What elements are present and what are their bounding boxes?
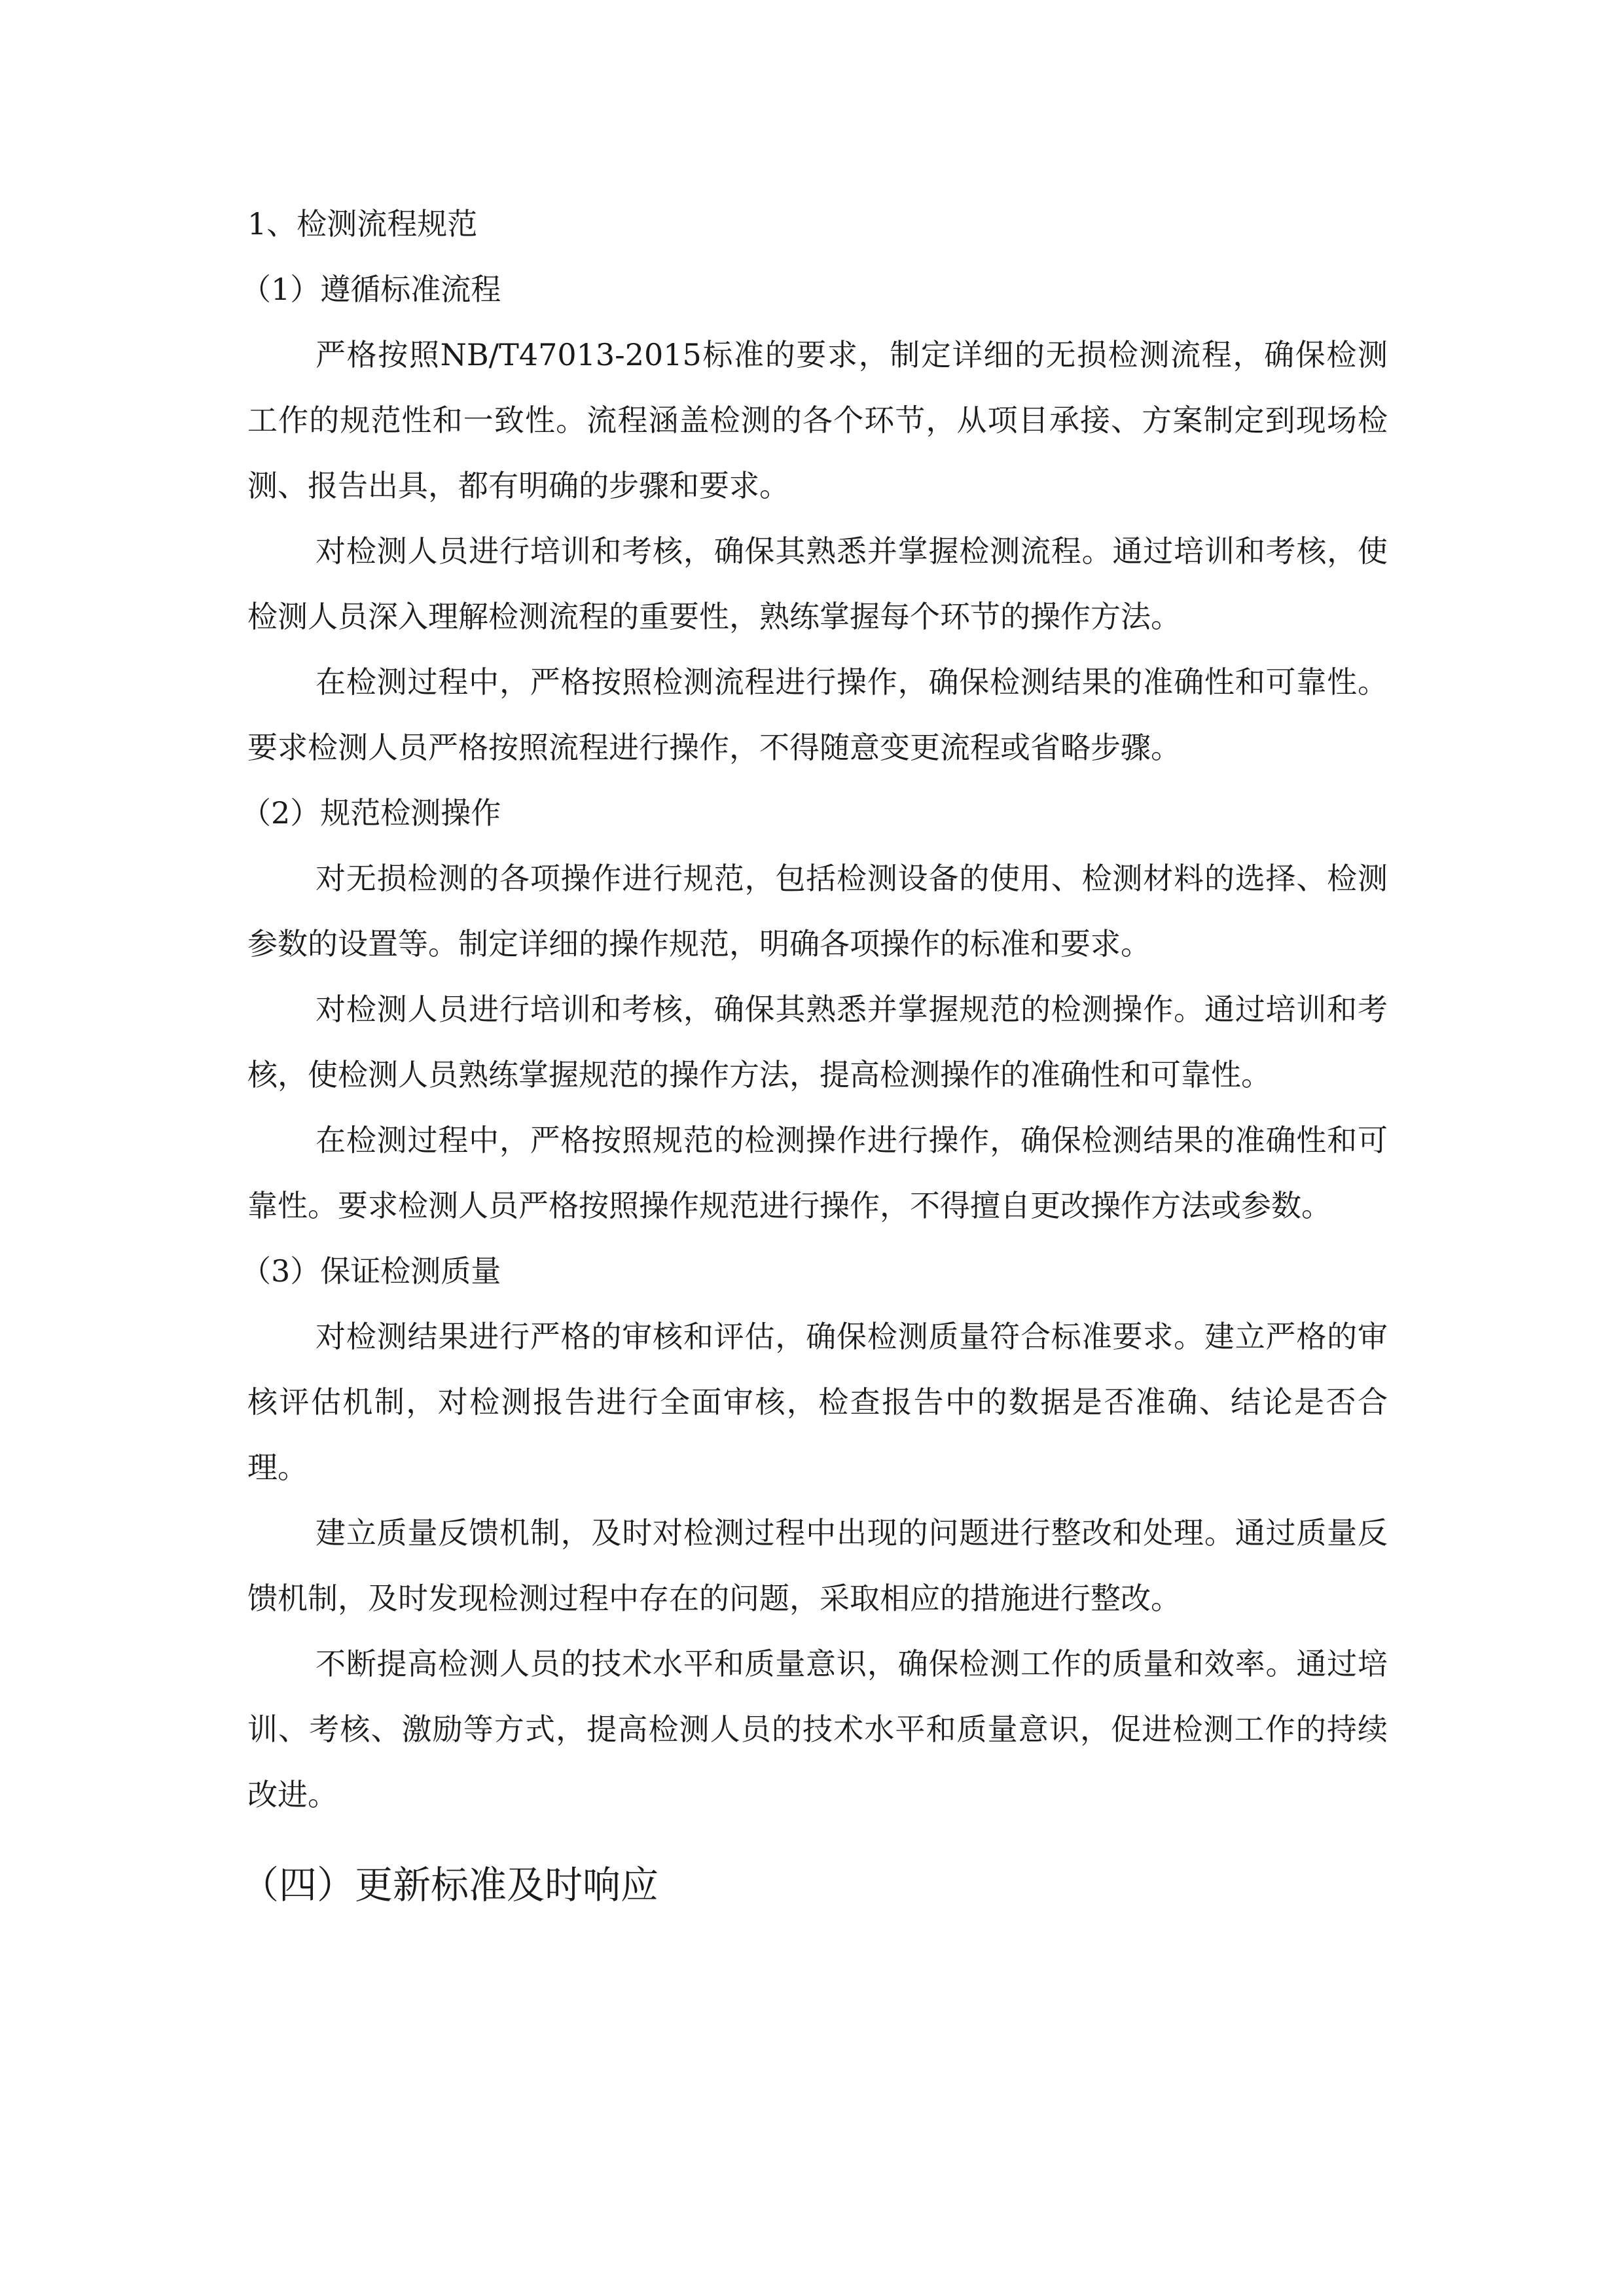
paragraph: 在检测过程中，严格按照检测流程进行操作，确保检测结果的准确性和可靠性。要求检测人员严格按照流程进行操作，不得随意变更流程或省略步骤。 <box>247 664 1388 765</box>
subsection-heading-1: （1）遵循标准流程 <box>241 272 501 307</box>
paragraph: 对检测结果进行严格的审核和评估，确保检测质量符合标准要求。建立严格的审核评估机制，对检测报告进行全面审核，检查报告中的数据是否准确、结论是否合理。 <box>247 1319 1388 1485</box>
subsection-heading-3: （3）保证检测质量 <box>241 1253 501 1289</box>
paragraph: 在检测过程中，严格按照规范的检测操作进行操作，确保检测结果的准确性和可靠性。要求检测人员严格按照操作规范进行操作，不得擅自更改操作方法或参数。 <box>247 1122 1388 1223</box>
paragraph: 对检测人员进行培训和考核，确保其熟悉并掌握检测流程。通过培训和考核，使检测人员深入理解检测流程的重要性，熟练掌握每个环节的操作方法。 <box>247 533 1388 634</box>
paragraph: 对无损检测的各项操作进行规范，包括检测设备的使用、检测材料的选择、检测参数的设置等。制定详细的操作规范，明确各项操作的标准和要求。 <box>247 861 1388 961</box>
next-section-title: （四）更新标准及时响应 <box>241 1863 659 1907</box>
paragraph: 建立质量反馈机制，及时对检测过程中出现的问题进行整改和处理。通过质量反馈机制，及时发现检测过程中存在的问题，采取相应的措施进行整改。 <box>247 1515 1388 1616</box>
paragraph: 严格按照NB/T47013-2015标准的要求，制定详细的无损检测流程，确保检测工作的规范性和一致性。流程涵盖检测的各个环节，从项目承接、方案制定到现场检测、报告出具，都有明确的步骤和要求。 <box>247 337 1388 503</box>
document-body <box>241 191 1388 1924</box>
paragraph: 对检测人员进行培训和考核，确保其熟悉并掌握规范的检测操作。通过培训和考核，使检测人员熟练掌握规范的操作方法，提高检测操作的准确性和可靠性。 <box>247 992 1388 1092</box>
subsection-heading-2: （2）规范检测操作 <box>241 795 501 831</box>
section-title: 1、检测流程规范 <box>247 206 478 242</box>
paragraph: 不断提高检测人员的技术水平和质量意识，确保检测工作的质量和效率。通过培训、考核、激励等方式，提高检测人员的技术水平和质量意识，促进检测工作的持续改进。 <box>247 1646 1388 1812</box>
